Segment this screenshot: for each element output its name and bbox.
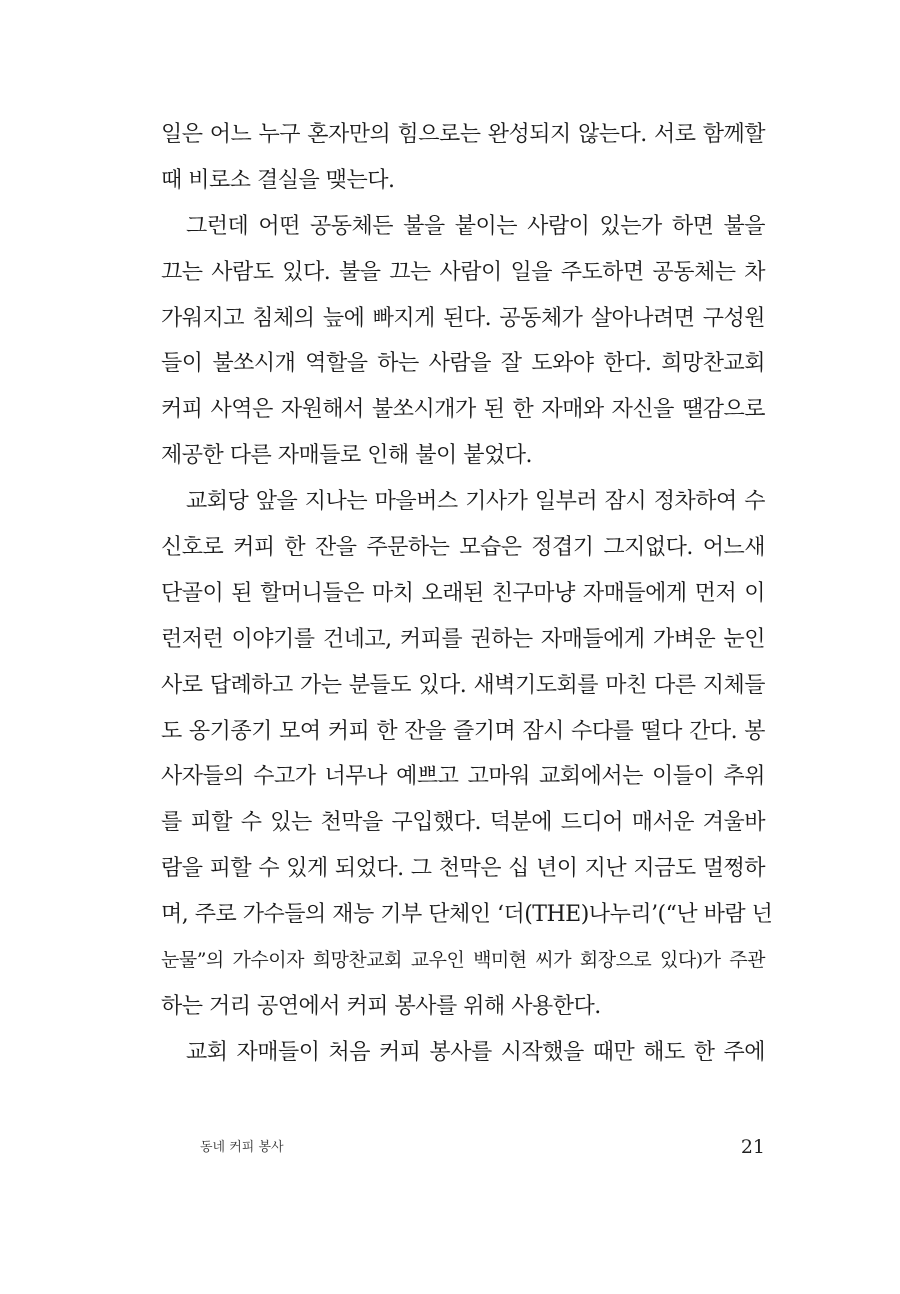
text-line: 신호로 커피 한 잔을 주문하는 모습은 정겹기 그지없다. 어느새 xyxy=(161,535,765,561)
text-line: 단골이 된 할머니들은 마치 오래된 친구마냥 자매들에게 먼저 이 xyxy=(161,580,765,606)
text-line: 사자들의 수고가 너무나 예쁘고 고마워 교회에서는 이들이 추위 xyxy=(161,764,765,790)
text-line: 끄는 사람도 있다. 불을 끄는 사람이 일을 주도하면 공동체는 차 xyxy=(161,259,765,285)
text-line: 런저런 이야기를 건네고, 커피를 권하는 자매들에게 가벼운 눈인 xyxy=(161,626,765,652)
text-line: 람을 피할 수 있게 되었다. 그 천막은 십 년이 지난 지금도 멀쩡하 xyxy=(161,856,765,882)
text-line: 사로 답례하고 가는 분들도 있다. 새벽기도회를 마친 다른 지체들 xyxy=(161,672,765,698)
body-text xyxy=(161,112,773,1076)
text-line: 며, 주로 가수들의 재능 기부 단체인 ‘더(THE)나누리’(“난 바람 넌 xyxy=(161,902,773,928)
text-line: 그런데 어떤 공동체든 불을 붙이는 사람이 있는가 하면 불을 xyxy=(186,213,765,239)
text-line: 교회당 앞을 지나는 마을버스 기사가 일부러 잠시 정차하여 수 xyxy=(186,489,765,515)
text-line: 가워지고 침체의 늪에 빠지게 된다. 공동체가 살아나려면 구성원 xyxy=(161,305,765,331)
running-footer-title: 동네 커피 봉사 xyxy=(200,1140,284,1155)
text-line: 커피 사역은 자원해서 불쏘시개가 된 한 자매와 자신을 땔감으로 xyxy=(161,397,765,423)
text-line: 제공한 다른 자매들로 인해 불이 붙었다. xyxy=(161,443,532,469)
page-number: 21 xyxy=(740,1136,765,1158)
text-line: 눈물”의 가수이자 희망찬교회 교우인 백미현 씨가 회장으로 있다)가 주관 xyxy=(161,949,765,972)
text-line: 도 옹기종기 모여 커피 한 잔을 즐기며 잠시 수다를 떨다 간다. 봉 xyxy=(161,718,765,744)
text-line: 교회 자매들이 처음 커피 봉사를 시작했을 때만 해도 한 주에 xyxy=(186,1039,765,1065)
text-line: 들이 불쏘시개 역할을 하는 사람을 잘 도와야 한다. 희망찬교회 xyxy=(161,351,765,377)
text-line: 일은 어느 누구 혼자만의 힘으로는 완성되지 않는다. 서로 함께할 xyxy=(161,122,765,147)
text-line: 하는 거리 공연에서 커피 봉사를 위해 사용한다. xyxy=(161,993,601,1019)
text-line: 때 비로소 결실을 맺는다. xyxy=(161,167,395,193)
text-line: 를 피할 수 있는 천막을 구입했다. 덕분에 드디어 매서운 겨울바 xyxy=(161,810,765,836)
